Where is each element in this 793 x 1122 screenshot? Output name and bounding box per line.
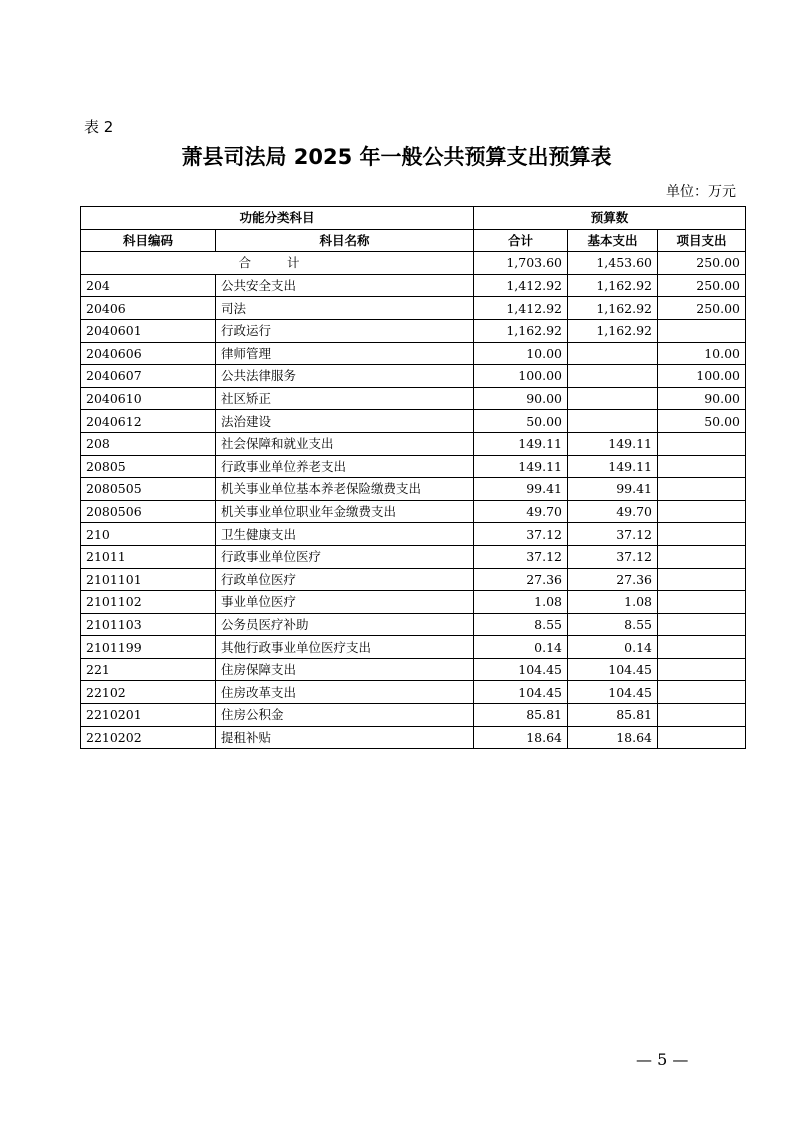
- cell-name: 公共安全支出: [216, 274, 474, 297]
- cell-name: 行政运行: [216, 319, 474, 342]
- cell-name: 律师管理: [216, 342, 474, 365]
- cell-name: 行政事业单位医疗: [216, 545, 474, 568]
- table-row: [81, 704, 746, 727]
- table-row: [81, 591, 746, 614]
- total-row: [81, 252, 746, 275]
- cell-code: 2040612: [81, 410, 216, 433]
- cell-project: [658, 658, 746, 681]
- cell-code: 20805: [81, 455, 216, 478]
- cell-code: 2210202: [81, 726, 216, 749]
- cell-code: 2210201: [81, 704, 216, 727]
- cell-basic: [568, 410, 658, 433]
- cell-total: 99.41: [474, 478, 568, 501]
- cell-total: 50.00: [474, 410, 568, 433]
- cell-basic: 18.64: [568, 726, 658, 749]
- table-row: [81, 297, 746, 320]
- cell-code: 2040607: [81, 365, 216, 388]
- cell-name: 住房保障支出: [216, 658, 474, 681]
- cell-total: 10.00: [474, 342, 568, 365]
- cell-project: [658, 704, 746, 727]
- table-row: [81, 342, 746, 365]
- header-column-row: [81, 229, 746, 252]
- cell-project: [658, 726, 746, 749]
- table-row: [81, 636, 746, 659]
- cell-code: 210: [81, 523, 216, 546]
- cell-code: 204: [81, 274, 216, 297]
- cell-project: 250.00: [658, 297, 746, 320]
- cell-name: 机关事业单位职业年金缴费支出: [216, 500, 474, 523]
- table-row: [81, 523, 746, 546]
- cell-project: [658, 545, 746, 568]
- cell-basic: 104.45: [568, 658, 658, 681]
- cell-total: 1.08: [474, 591, 568, 614]
- cell-code: 22102: [81, 681, 216, 704]
- cell-name: 法治建设: [216, 410, 474, 433]
- cell-code: 2101102: [81, 591, 216, 614]
- cell-total: 1,412.92: [474, 297, 568, 320]
- cell-code: 20406: [81, 297, 216, 320]
- table-row: [81, 478, 746, 501]
- cell-basic: 1,162.92: [568, 297, 658, 320]
- cell-name: 社区矫正: [216, 387, 474, 410]
- table-row: [81, 545, 746, 568]
- cell-project: [658, 568, 746, 591]
- cell-basic: 99.41: [568, 478, 658, 501]
- header-budget-amount: 预算数: [474, 207, 746, 230]
- cell-project: [658, 681, 746, 704]
- cell-name: 社会保障和就业支出: [216, 432, 474, 455]
- cell-code: 2101103: [81, 613, 216, 636]
- cell-basic: [568, 365, 658, 388]
- cell-name: 住房公积金: [216, 704, 474, 727]
- header-functional-category: 功能分类科目: [81, 207, 474, 230]
- cell-total: 1,162.92: [474, 319, 568, 342]
- cell-total: 85.81: [474, 704, 568, 727]
- cell-project: [658, 478, 746, 501]
- cell-total: 1,412.92: [474, 274, 568, 297]
- total-label: 合 计: [81, 252, 474, 275]
- cell-name: 公共法律服务: [216, 365, 474, 388]
- cell-basic: 27.36: [568, 568, 658, 591]
- cell-total: 49.70: [474, 500, 568, 523]
- cell-basic: 0.14: [568, 636, 658, 659]
- cell-total: 90.00: [474, 387, 568, 410]
- page-number: — 5 —: [636, 1050, 689, 1069]
- table-row: [81, 410, 746, 433]
- cell-total: 18.64: [474, 726, 568, 749]
- column-header-name: 科目名称: [216, 229, 474, 252]
- table-row: [81, 455, 746, 478]
- column-header-total: 合计: [474, 229, 568, 252]
- cell-total: 27.36: [474, 568, 568, 591]
- cell-code: 2040606: [81, 342, 216, 365]
- cell-basic: 37.12: [568, 523, 658, 546]
- cell-total: 149.11: [474, 432, 568, 455]
- cell-total: 149.11: [474, 455, 568, 478]
- cell-code: 2080506: [81, 500, 216, 523]
- cell-code: 208: [81, 432, 216, 455]
- column-header-project: 项目支出: [658, 229, 746, 252]
- cell-name: 行政单位医疗: [216, 568, 474, 591]
- cell-name: 提租补贴: [216, 726, 474, 749]
- cell-name: 机关事业单位基本养老保险缴费支出: [216, 478, 474, 501]
- cell-code: 2101199: [81, 636, 216, 659]
- total-basic: 1,453.60: [568, 252, 658, 275]
- header-group-row: [81, 207, 746, 230]
- column-header-basic: 基本支出: [568, 229, 658, 252]
- cell-basic: 1,162.92: [568, 319, 658, 342]
- cell-name: 卫生健康支出: [216, 523, 474, 546]
- cell-project: [658, 500, 746, 523]
- cell-basic: [568, 387, 658, 410]
- column-header-code: 科目编码: [81, 229, 216, 252]
- table-row: [81, 658, 746, 681]
- cell-basic: 37.12: [568, 545, 658, 568]
- table-row: [81, 432, 746, 455]
- table-row: [81, 500, 746, 523]
- document-title: 萧县司法局 2025 年一般公共预算支出预算表: [181, 145, 612, 169]
- unit-label: 单位：万元: [666, 184, 736, 200]
- cell-project: 50.00: [658, 410, 746, 433]
- cell-project: 100.00: [658, 365, 746, 388]
- cell-code: 221: [81, 658, 216, 681]
- table-row: [81, 365, 746, 388]
- cell-name: 行政事业单位养老支出: [216, 455, 474, 478]
- table-row: [81, 568, 746, 591]
- cell-name: 其他行政事业单位医疗支出: [216, 636, 474, 659]
- cell-project: 90.00: [658, 387, 746, 410]
- table-row: [81, 681, 746, 704]
- cell-basic: 1.08: [568, 591, 658, 614]
- cell-name: 事业单位医疗: [216, 591, 474, 614]
- cell-basic: [568, 342, 658, 365]
- cell-code: 2040610: [81, 387, 216, 410]
- cell-project: 250.00: [658, 274, 746, 297]
- cell-total: 104.45: [474, 658, 568, 681]
- cell-project: [658, 319, 746, 342]
- cell-project: [658, 591, 746, 614]
- cell-total: 100.00: [474, 365, 568, 388]
- table-number-label: 表 2: [84, 118, 114, 136]
- cell-basic: 1,162.92: [568, 274, 658, 297]
- cell-project: 10.00: [658, 342, 746, 365]
- cell-basic: 149.11: [568, 432, 658, 455]
- table-row: [81, 274, 746, 297]
- cell-code: 2080505: [81, 478, 216, 501]
- cell-total: 8.55: [474, 613, 568, 636]
- table-row: [81, 726, 746, 749]
- cell-project: [658, 455, 746, 478]
- cell-total: 0.14: [474, 636, 568, 659]
- cell-project: [658, 432, 746, 455]
- cell-total: 104.45: [474, 681, 568, 704]
- cell-basic: 8.55: [568, 613, 658, 636]
- cell-basic: 85.81: [568, 704, 658, 727]
- cell-basic: 149.11: [568, 455, 658, 478]
- cell-name: 司法: [216, 297, 474, 320]
- cell-code: 21011: [81, 545, 216, 568]
- cell-total: 37.12: [474, 523, 568, 546]
- cell-project: [658, 636, 746, 659]
- budget-table: [80, 206, 746, 749]
- cell-total: 37.12: [474, 545, 568, 568]
- table-row: [81, 613, 746, 636]
- cell-code: 2040601: [81, 319, 216, 342]
- cell-name: 公务员医疗补助: [216, 613, 474, 636]
- cell-name: 住房改革支出: [216, 681, 474, 704]
- total-amount: 1,703.60: [474, 252, 568, 275]
- cell-project: [658, 613, 746, 636]
- cell-basic: 104.45: [568, 681, 658, 704]
- cell-code: 2101101: [81, 568, 216, 591]
- table-row: [81, 387, 746, 410]
- total-project: 250.00: [658, 252, 746, 275]
- cell-basic: 49.70: [568, 500, 658, 523]
- cell-project: [658, 523, 746, 546]
- table-row: [81, 319, 746, 342]
